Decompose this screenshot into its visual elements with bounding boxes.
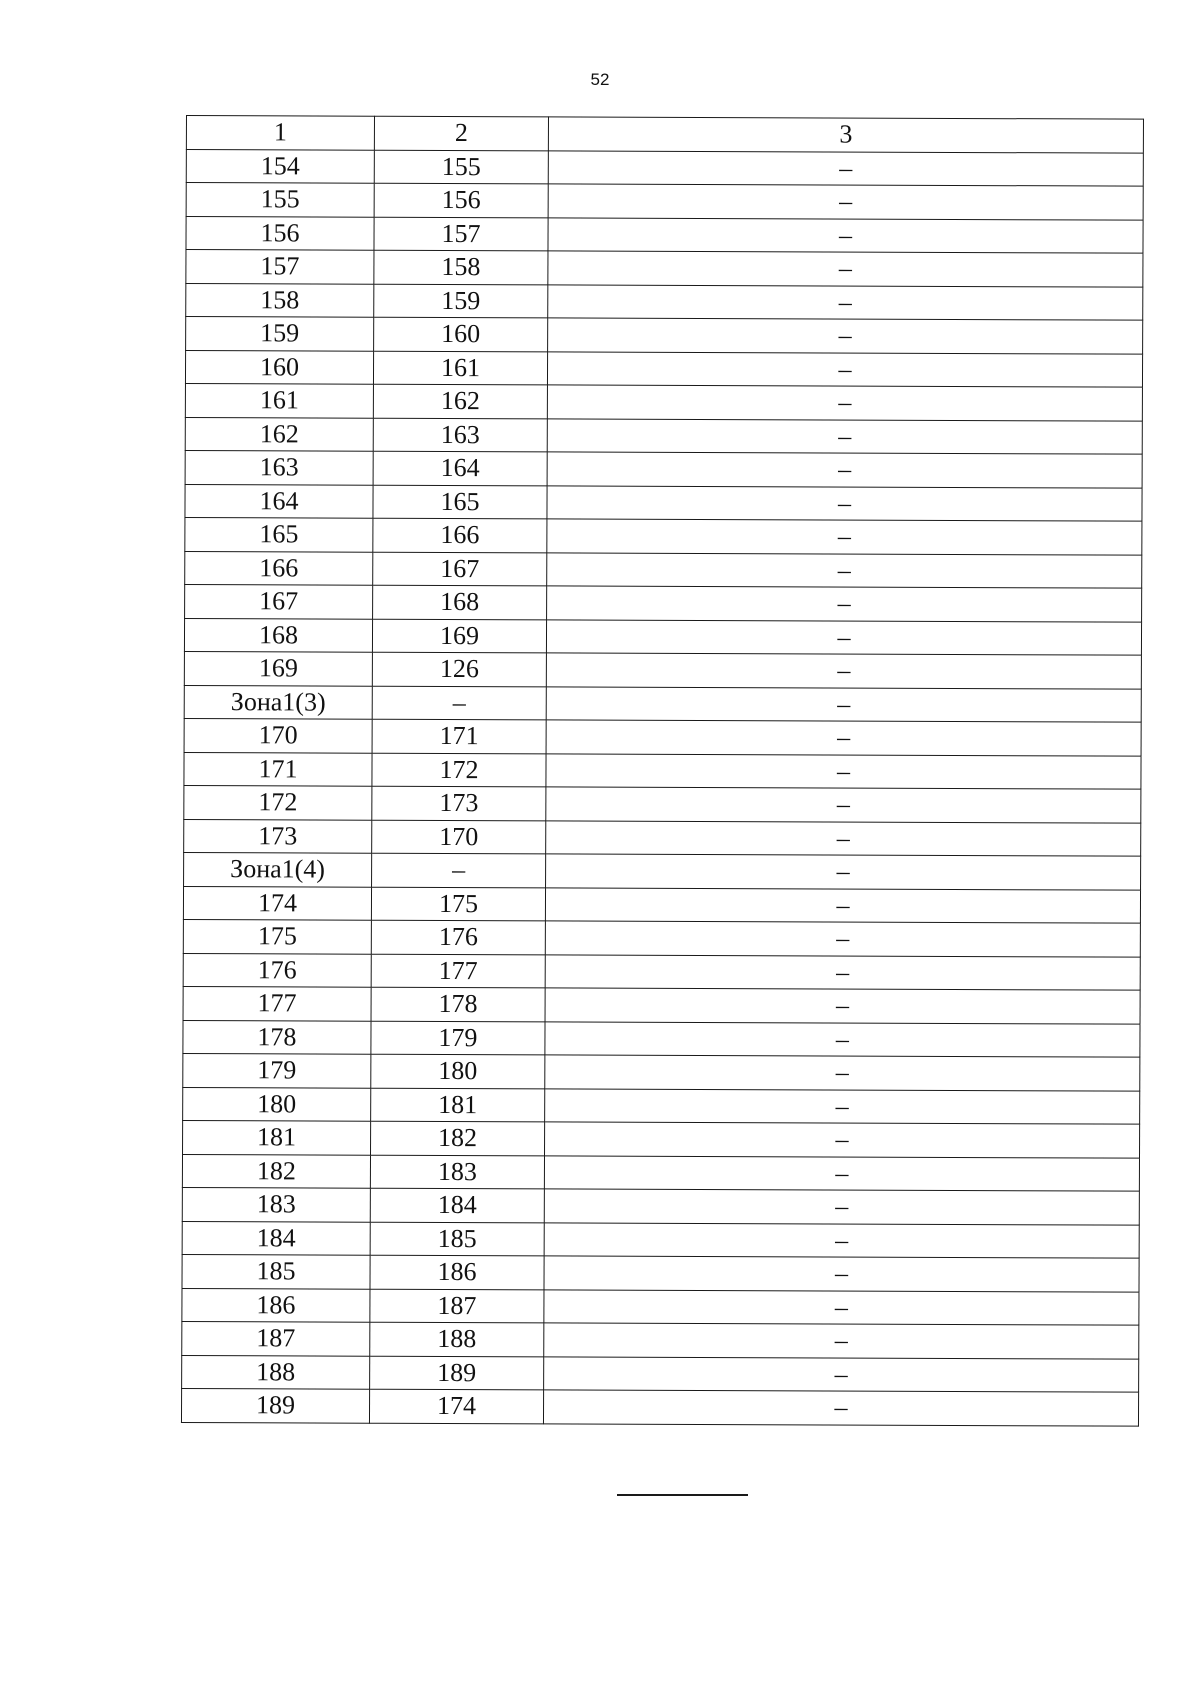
table-cell-col-1: 160 <box>185 350 373 384</box>
table-cell-col-1: 181 <box>183 1120 371 1154</box>
table-row <box>186 216 1143 253</box>
table-cell-col-3: – <box>547 418 1142 454</box>
table-cell-col-2: 169 <box>372 619 546 653</box>
table-cell-col-2: 181 <box>371 1088 545 1122</box>
table-cell-col-1: 157 <box>186 250 374 284</box>
table-cell-col-3: – <box>547 351 1142 387</box>
table-cell-col-3: – <box>545 921 1140 957</box>
table-cell-col-1: 189 <box>181 1388 369 1422</box>
table-cell-col-1: 186 <box>182 1288 370 1322</box>
table-cell-col-3: – <box>545 1088 1140 1124</box>
table-cell-col-1: 179 <box>183 1053 371 1087</box>
table-cell-col-1: 171 <box>184 752 372 786</box>
table-cell-col-2: – <box>372 853 546 887</box>
table-cell-col-3: – <box>546 686 1141 722</box>
table-body <box>181 116 1143 1426</box>
header-cell-1: 1 <box>186 116 374 150</box>
header-cell-3: 3 <box>548 117 1143 153</box>
table-cell-col-3: – <box>545 988 1140 1024</box>
table-cell-col-1: 178 <box>183 1020 371 1054</box>
table-cell-col-3: – <box>546 820 1141 856</box>
table-cell-col-2: 179 <box>371 1021 545 1055</box>
table-row <box>183 1087 1140 1124</box>
table-cell-col-3: – <box>548 251 1143 287</box>
table-cell-col-3: – <box>544 1256 1139 1292</box>
table-row <box>186 283 1143 320</box>
table-row <box>186 250 1143 287</box>
table-cell-col-2: 173 <box>372 786 546 820</box>
table-row <box>184 752 1141 789</box>
table-row <box>184 618 1141 655</box>
table-cell-col-1: 188 <box>182 1355 370 1389</box>
table-cell-col-2: 180 <box>371 1054 545 1088</box>
table-cell-col-2: 188 <box>370 1322 544 1356</box>
table-row <box>182 1221 1139 1258</box>
table-cell-col-2: 165 <box>373 485 547 519</box>
table-cell-col-2: 159 <box>374 284 548 318</box>
table-cell-col-1: Зона1(4) <box>184 852 372 886</box>
table-row <box>185 517 1142 554</box>
table-cell-col-3: – <box>546 787 1141 823</box>
table-cell-col-1: 164 <box>185 484 373 518</box>
table-cell-col-3: – <box>545 1055 1140 1091</box>
table-cell-col-1: 187 <box>182 1321 370 1355</box>
table-cell-col-1: 159 <box>186 317 374 351</box>
table-cell-col-1: 172 <box>184 785 372 819</box>
table-cell-col-1: 185 <box>182 1254 370 1288</box>
table-cell-col-2: 189 <box>370 1356 544 1390</box>
table-row <box>182 1288 1139 1325</box>
table-cell-col-2: 163 <box>373 418 547 452</box>
table-row <box>183 1053 1140 1090</box>
table-cell-col-1: 184 <box>182 1221 370 1255</box>
table-cell-col-2: 170 <box>372 820 546 854</box>
table-row <box>185 417 1142 454</box>
table-cell-col-2: 164 <box>373 451 547 485</box>
table-row <box>185 383 1142 420</box>
table-cell-col-1: 158 <box>186 283 374 317</box>
table-cell-col-3: – <box>544 1155 1139 1191</box>
table-cell-col-2: 158 <box>374 250 548 284</box>
table-cell-col-1: 173 <box>184 819 372 853</box>
table-row <box>183 986 1140 1023</box>
table-row <box>186 149 1143 186</box>
table-cell-col-2: 183 <box>370 1155 544 1189</box>
table-cell-col-2: 166 <box>373 518 547 552</box>
table-row <box>182 1321 1139 1358</box>
table-cell-col-1: 168 <box>184 618 372 652</box>
table-cell-col-1: 166 <box>185 551 373 585</box>
table-cell-col-3: – <box>545 1021 1140 1057</box>
table-cell-col-1: 182 <box>182 1154 370 1188</box>
table-cell-col-1: 155 <box>186 183 374 217</box>
table-cell-col-2: 167 <box>373 552 547 586</box>
table-cell-col-3: – <box>548 217 1143 253</box>
table-cell-col-3: – <box>547 586 1142 622</box>
table-cell-col-1: 180 <box>183 1087 371 1121</box>
table-cell-col-3: – <box>544 1222 1139 1258</box>
table-cell-col-3: – <box>545 954 1140 990</box>
table-cell-col-2: 161 <box>373 351 547 385</box>
page-number: 52 <box>590 70 610 89</box>
table-row <box>185 484 1142 521</box>
table-cell-col-1: 169 <box>184 651 372 685</box>
table-row <box>185 584 1142 621</box>
table-cell-col-1: 175 <box>183 919 371 953</box>
table-row <box>184 685 1141 722</box>
table-cell-col-3: – <box>544 1356 1139 1392</box>
table-row <box>184 819 1141 856</box>
table-row <box>182 1355 1139 1392</box>
table-cell-col-1: 183 <box>182 1187 370 1221</box>
table-cell-col-3: – <box>544 1323 1139 1359</box>
table-row <box>184 785 1141 822</box>
table-cell-col-2: 187 <box>370 1289 544 1323</box>
table-row <box>183 886 1140 923</box>
table-cell-col-2: 176 <box>371 920 545 954</box>
table-cell-col-1: 176 <box>183 953 371 987</box>
table-row <box>185 450 1142 487</box>
table-row <box>183 1120 1140 1157</box>
table-cell-col-3: – <box>544 1189 1139 1225</box>
table-row <box>185 350 1142 387</box>
table-cell-col-1: 167 <box>185 584 373 618</box>
table-header-row <box>186 116 1143 153</box>
table-row <box>183 953 1140 990</box>
table-cell-col-2: 157 <box>374 217 548 251</box>
data-table <box>181 115 1144 1426</box>
table-cell-col-3: – <box>545 1122 1140 1158</box>
table-cell-col-3: – <box>544 1289 1139 1325</box>
table-cell-col-2: 126 <box>372 652 546 686</box>
table-cell-col-2: 178 <box>371 987 545 1021</box>
header-cell-2: 2 <box>374 116 548 150</box>
table-cell-col-3: – <box>547 385 1142 421</box>
table-row <box>184 852 1141 889</box>
table-cell-col-1: Зона1(3) <box>184 685 372 719</box>
table-cell-col-2: 171 <box>372 719 546 753</box>
table-cell-col-3: – <box>548 150 1143 186</box>
table-cell-col-3: – <box>547 552 1142 588</box>
table-cell-col-1: 165 <box>185 517 373 551</box>
table-cell-col-2: 185 <box>370 1222 544 1256</box>
table-cell-col-2: 160 <box>374 317 548 351</box>
table-cell-col-3: – <box>548 184 1143 220</box>
table-cell-col-1: 174 <box>183 886 371 920</box>
table-cell-col-3: – <box>546 720 1141 756</box>
table-cell-col-1: 163 <box>185 450 373 484</box>
table-row <box>182 1154 1139 1191</box>
table-cell-col-3: – <box>545 887 1140 923</box>
table-cell-col-3: – <box>546 653 1141 689</box>
table-cell-col-1: 170 <box>184 718 372 752</box>
table-cell-col-2: 156 <box>374 183 548 217</box>
table-cell-col-3: – <box>546 753 1141 789</box>
table-row <box>184 651 1141 688</box>
table-cell-col-2: 172 <box>372 753 546 787</box>
table-cell-col-3: – <box>547 452 1142 488</box>
table-row <box>186 317 1143 354</box>
table-cell-col-1: 177 <box>183 986 371 1020</box>
table-cell-col-2: 177 <box>371 954 545 988</box>
table-cell-col-3: – <box>547 485 1142 521</box>
table-cell-col-3: – <box>548 318 1143 354</box>
closing-rule <box>617 1494 748 1496</box>
table-row <box>182 1254 1139 1291</box>
table-cell-col-2: 162 <box>373 384 547 418</box>
table-cell-col-3: – <box>547 519 1142 555</box>
table-row <box>183 919 1140 956</box>
table-row <box>183 1020 1140 1057</box>
table-cell-col-2: 168 <box>373 585 547 619</box>
table-row <box>184 718 1141 755</box>
table-cell-col-2: 182 <box>371 1121 545 1155</box>
table-cell-col-3: – <box>546 619 1141 655</box>
table-row <box>182 1187 1139 1224</box>
table-cell-col-3: – <box>543 1390 1138 1426</box>
table-row <box>186 183 1143 220</box>
table-cell-col-3: – <box>548 284 1143 320</box>
table-cell-col-2: 174 <box>369 1389 543 1423</box>
table-row <box>181 1388 1138 1425</box>
table-cell-col-2: 175 <box>371 887 545 921</box>
table-cell-col-1: 154 <box>186 149 374 183</box>
table-cell-col-1: 156 <box>186 216 374 250</box>
table-cell-col-3: – <box>546 854 1141 890</box>
table-cell-col-1: 162 <box>185 417 373 451</box>
table-cell-col-2: 184 <box>370 1188 544 1222</box>
table-cell-col-2: 155 <box>374 150 548 184</box>
table-cell-col-2: – <box>372 686 546 720</box>
table-row <box>185 551 1142 588</box>
table-cell-col-1: 161 <box>185 383 373 417</box>
table-cell-col-2: 186 <box>370 1255 544 1289</box>
